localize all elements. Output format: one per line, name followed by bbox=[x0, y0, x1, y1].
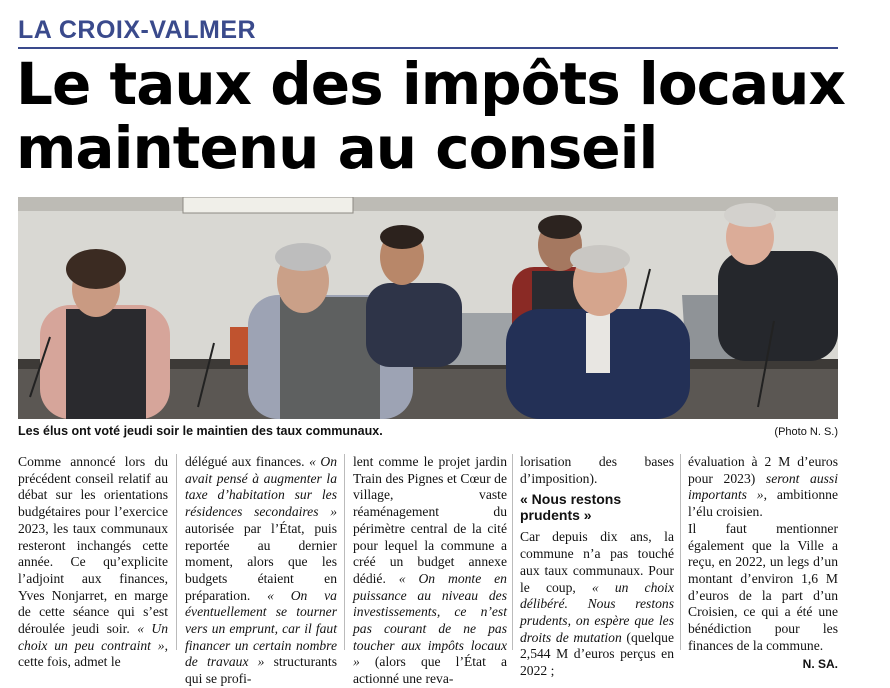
section-kicker: LA CROIX-VALMER bbox=[18, 16, 257, 44]
column-5-text-a bbox=[688, 454, 838, 521]
photo-caption: Les élus ont voté jeudi soir le maintien des taux communaux. bbox=[18, 424, 383, 438]
text-run: évaluation à 2 M d’euros pour 2023) bbox=[688, 454, 838, 486]
text-run: structurants qui se profi- bbox=[185, 654, 337, 687]
quote-run: « Un choix un peu contraint » bbox=[18, 621, 168, 653]
kicker-rule bbox=[18, 47, 838, 49]
article-column-4 bbox=[520, 454, 674, 680]
text-run: lorisation des bases d’imposition). bbox=[520, 454, 674, 486]
headline bbox=[16, 52, 846, 180]
article-column-5 bbox=[688, 454, 838, 673]
column-2-text bbox=[185, 454, 337, 688]
headline-line-2: maintenu au conseil bbox=[16, 114, 658, 182]
quote-run: « un choix délibéré. Nous restons prudents, on espère que les droits de mutation bbox=[520, 579, 674, 645]
text-run: délégué aux finances. bbox=[185, 454, 310, 469]
column-rule bbox=[344, 454, 345, 650]
text-run: (alors que l’État a actionné une reva- bbox=[353, 654, 507, 687]
column-1-text bbox=[18, 454, 168, 671]
column-rule bbox=[680, 454, 681, 650]
text-run: lent comme le projet jardin Train des Pignes et Cœur de village, vaste réaménagement du périmètre central de la cité pour lequel la commune a créé un budget annexe dédié. bbox=[353, 454, 507, 586]
column-rule bbox=[512, 454, 513, 650]
article-column-3 bbox=[353, 454, 507, 688]
text-run: , ambitionne l’élu croisien. bbox=[688, 487, 838, 520]
text-run: Comme annoncé lors du précédent conseil relatif au débat sur les orientations budgétaires pour l’exercice 2023, les taux communaux resteront inchangés cette année. Ce qu’explicite l’adjoint aux finances, Yves Nonjarret, en marge de cette séance qui s’est déroulée jeudi soir. bbox=[18, 454, 168, 637]
quote-run: seront aussi importants » bbox=[688, 470, 838, 503]
author-signature: N. SA. bbox=[802, 657, 838, 672]
article-photo bbox=[18, 197, 838, 419]
column-3-text bbox=[353, 454, 507, 688]
article-column-2 bbox=[185, 454, 337, 688]
subheading: « Nous restons prudents » bbox=[520, 491, 622, 524]
text-run: Il faut mentionner également que la Ville a reçu, en 2022, un legs d’un montant d’environ 1,6 M d’euros de la part d’un Croisien, ce qui a été une bénédiction pour les finances de la commune. bbox=[688, 520, 838, 653]
quote-run: « On avait pensé à augmenter la taxe d’habitation sur les résidences secondaires » bbox=[185, 454, 338, 520]
column-4-text-b bbox=[520, 529, 674, 679]
council-meeting-photo bbox=[18, 197, 838, 419]
text-run: autorisée par l’État, puis reportée au dernier moment, alors que les budgets étaient en préparation. bbox=[185, 520, 337, 603]
quote-run: « On va éventuellement se tourner vers un emprunt, car il faut financer un certain nombre de travaux » bbox=[185, 587, 337, 670]
headline-line-1: Le taux des impôts locaux bbox=[16, 50, 845, 118]
text-run: Car depuis dix ans, la commune n’a pas touché aux taux communaux. Pour le coup, bbox=[520, 529, 674, 595]
column-5-text-b bbox=[688, 521, 838, 655]
article-column-1 bbox=[18, 454, 168, 671]
column-4-text-a bbox=[520, 454, 674, 487]
text-run: (quelque 2,544 M d’euros perçus en 2022 ; bbox=[520, 629, 674, 679]
column-rule bbox=[176, 454, 177, 650]
text-run: , cette fois, admet le bbox=[18, 637, 168, 670]
photo-credit: (Photo N. S.) bbox=[774, 426, 838, 438]
quote-run: « On monte en puissance au niveau des investissements, ce n’est pas courant de ne pas toucher aux impôts locaux » bbox=[353, 570, 507, 670]
